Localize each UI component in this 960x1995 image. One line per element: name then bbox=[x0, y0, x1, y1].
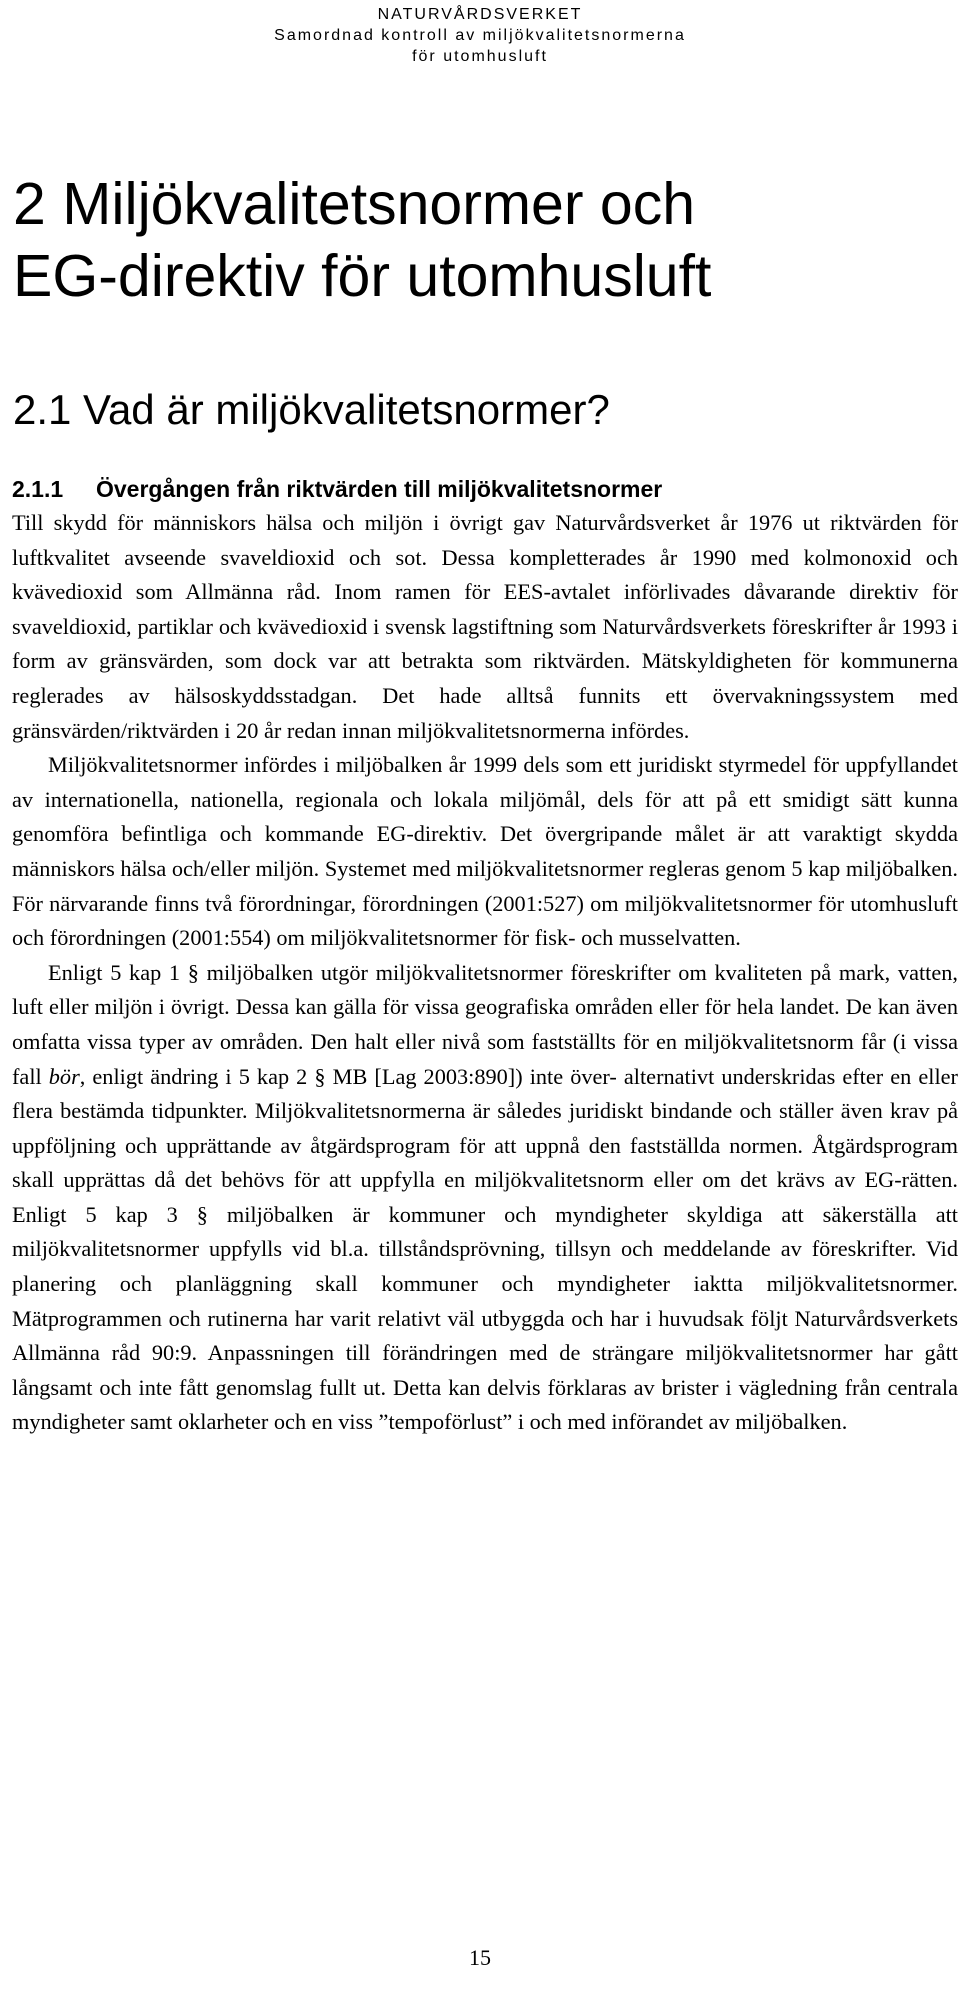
paragraph-3-text: miljöbalken utgör miljökvalitetsnormer föreskrifter om kvaliteten på mark, vatten, luft eller miljön i övrigt. Dessa kan gälla för vissa geografiska områden eller för hela landet. De kan även omfatta vissa typer av områden. Den halt eller nivå som fastställts för en miljökvalitetsnorm får (i vissa fall bbox=[12, 959, 958, 1089]
section-symbol: § bbox=[196, 1201, 208, 1227]
section-symbol: § bbox=[187, 959, 199, 985]
subsection-title bbox=[12, 474, 662, 504]
header-report-title: Samordnad kontroll av miljökvalitetsnormerna bbox=[274, 27, 686, 44]
emphasis-text: bör bbox=[48, 1063, 80, 1089]
paragraph-3 bbox=[12, 956, 958, 1440]
section-symbol: § bbox=[314, 1063, 326, 1089]
header-org: NATURVÅRDSVERKET bbox=[377, 6, 583, 23]
paragraph-3-text: miljöbalken är kommuner och myndigheter skyldiga att säkerställa att miljökvalitetsnormer uppfylls vid bl.a. tillståndsprövning, tillsyn och meddelande av föreskrifter. Vid planering och planläggning skall kommuner och myndigheter iaktta miljökvalitetsnormer. Mätprogrammen och rutinerna har varit relativt väl utbyggda och har i huvudsak följt Naturvårdsverkets Allmänna råd 90:9. Anpassningen till förändringen med de strängare miljökvalitetsnormer har gått långsamt och inte fått genomslag fullt ut. Detta kan delvis förklaras av brister i vägledning från centrala myndigheter samt oklarheter och en viss ”tempoförlust” i och med införandet av miljöbalken. bbox=[12, 1201, 958, 1435]
chapter-title bbox=[13, 168, 943, 312]
header-report-subtitle: för utomhusluft bbox=[412, 48, 548, 65]
chapter-title-line1: 2 Miljökvalitetsnormer och bbox=[13, 171, 696, 237]
paragraph-3-text: MB [Lag 2003:890]) inte över- alternativt underskridas efter en eller flera bestämda tidpunkter. Miljökvalitetsnormerna är således juridiskt bindande och ställer även krav på uppföljning och upprättande av åtgärdsprogram för att uppnå den fastställda normen. Åtgärdsprogram skall upprättas då det behövs för att uppfylla en miljökvalitetsnorm eller om det krävs av EG-rätten. Enligt 5 kap 3 bbox=[12, 1063, 958, 1227]
paragraph-3-text: , enligt ändring i 5 kap 2 bbox=[79, 1063, 315, 1089]
subsection-heading: Övergången från riktvärden till miljökvalitetsnormer bbox=[96, 476, 663, 502]
document-header bbox=[0, 4, 960, 67]
page-number: 15 bbox=[469, 1945, 491, 1970]
body-text bbox=[12, 506, 958, 1440]
paragraph-1: Till skydd för människors hälsa och miljön i övrigt gav Naturvårdsverket år 1976 ut riktvärden för luftkvalitet avseende svaveldioxid och sot. Dessa kompletterades år 1990 med kolmonoxid och kvävedioxid som Allmänna råd. Inom ramen för EES-avtalet införlivades dåvarande direktiv för svaveldioxid, partiklar och kvävedioxid i svensk lagstiftning som Naturvårdsverkets föreskrifter år 1993 i form av gränsvärden, som dock var att betrakta som riktvärden. Mätskyldigheten för kommunerna reglerades av hälsoskyddsstadgan. Det hade alltså funnits ett övervakningssystem med gränsvärden/riktvärden i 20 år redan innan miljökvalitetsnormerna infördes. bbox=[12, 510, 958, 743]
chapter-title-line2: EG-direktiv för utomhusluft bbox=[13, 243, 712, 309]
paragraph-2: Miljökvalitetsnormer infördes i miljöbalken år 1999 dels som ett juridiskt styrmedel för uppfyllandet av internationella, nationella, regionala och lokala miljömål, dels för att på ett smidigt sätt kunna genomföra befintliga och kommande EG-direktiv. Det övergripande målet är att varaktigt skydda människors hälsa och/eller miljön. Systemet med miljökvalitetsnormer regleras genom 5 kap miljöbalken. För närvarande finns två förordningar, förordningen (2001:527) om miljökvalitetsnormer för utomhusluft och förordningen (2001:554) om miljökvalitetsnormer för fisk- och musselvatten. bbox=[12, 752, 958, 951]
subsection-number: 2.1.1 bbox=[12, 476, 64, 502]
paragraph-3-text: Enligt 5 kap 1 bbox=[48, 959, 188, 985]
section-title: 2.1 Vad är miljökvalitetsnormer? bbox=[13, 386, 610, 433]
